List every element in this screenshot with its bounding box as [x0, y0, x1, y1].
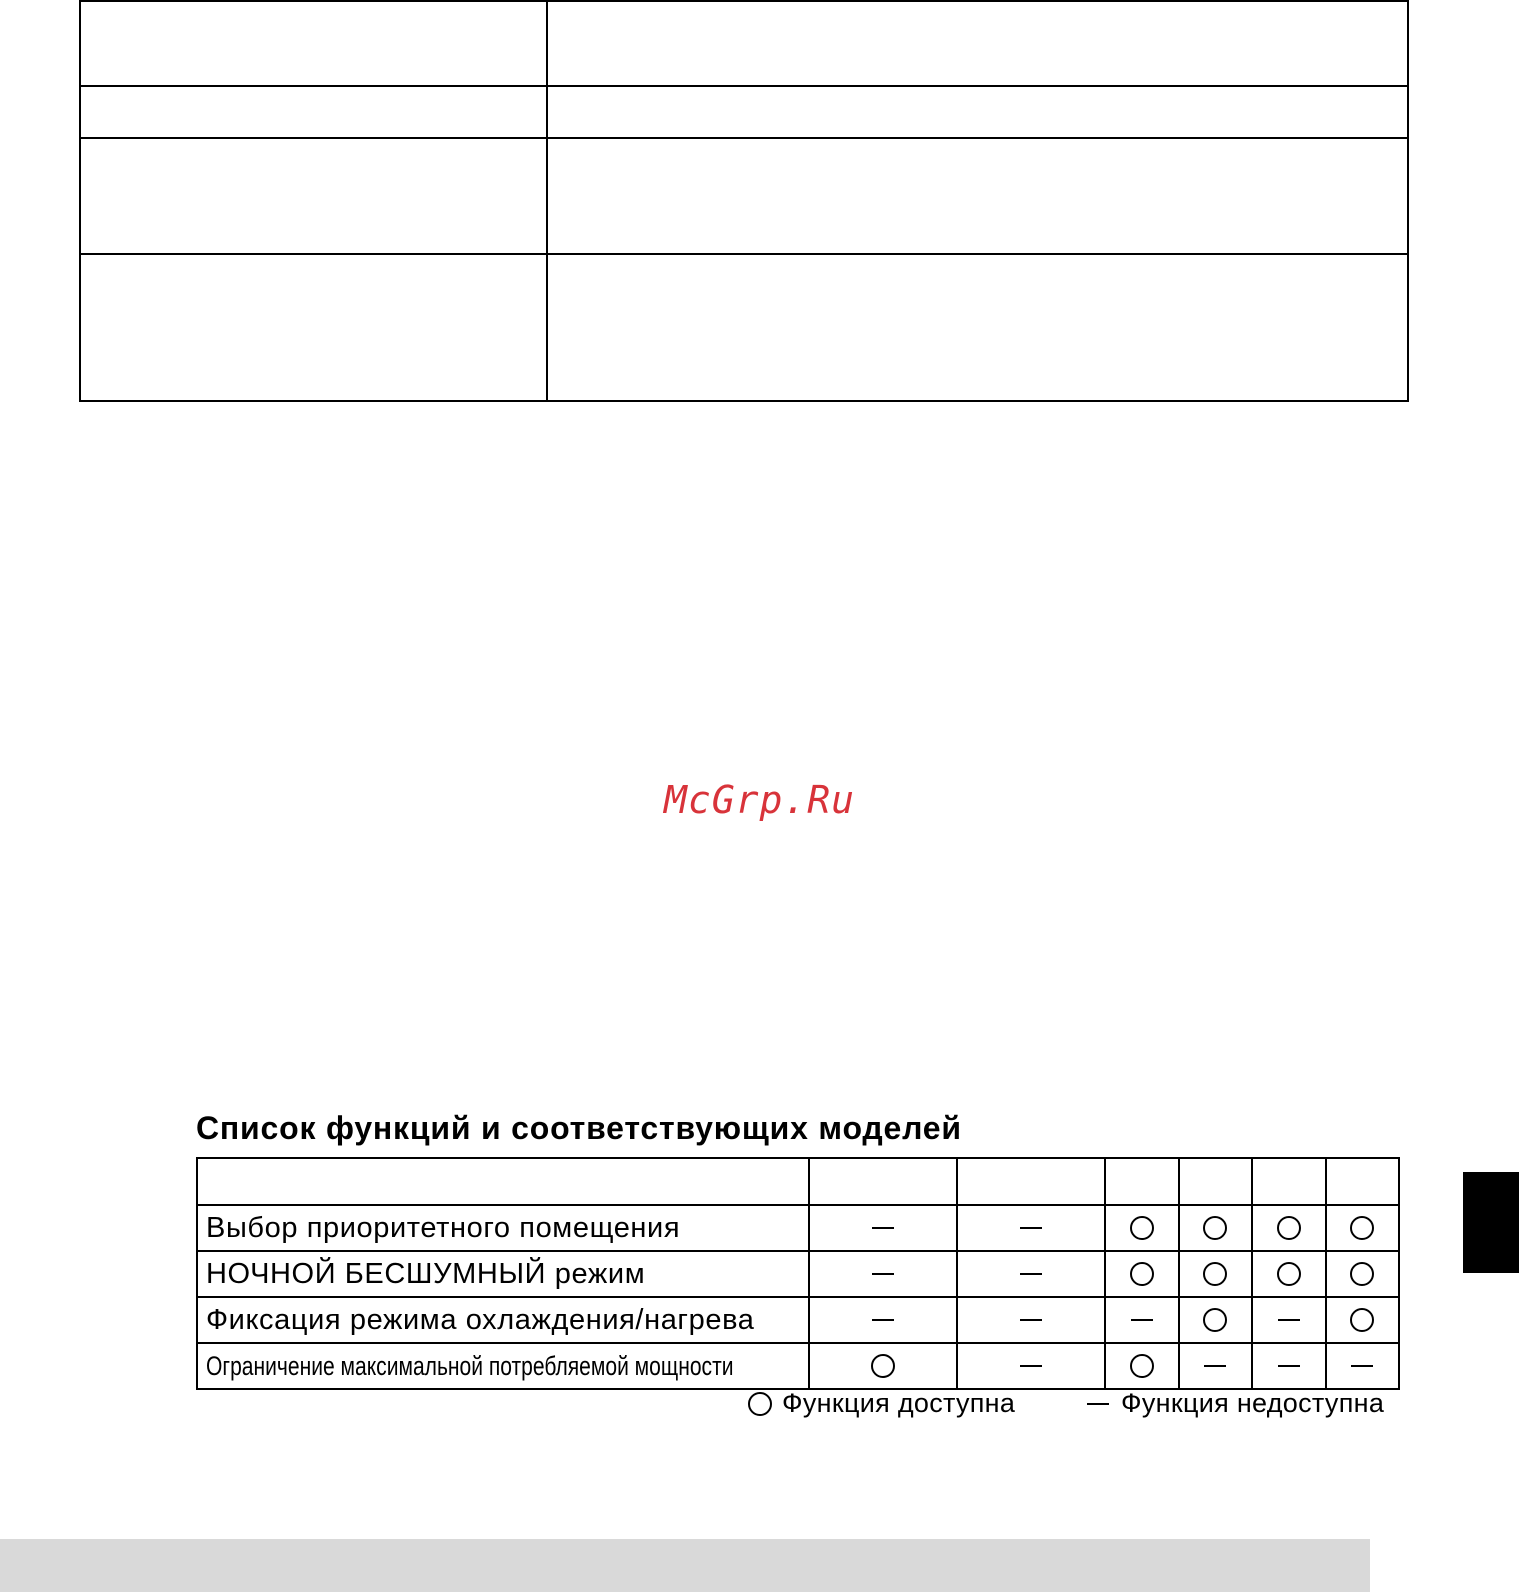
top-empty-table [79, 0, 1409, 402]
header-cell [1105, 1158, 1179, 1205]
mark-cell [1326, 1297, 1400, 1343]
top-table-cell [547, 1, 1408, 86]
top-table-cell [80, 86, 547, 138]
mark-cell [1105, 1343, 1179, 1389]
function-label-cell [197, 1343, 809, 1389]
mark-cell [1179, 1205, 1253, 1251]
circle-icon [1350, 1308, 1374, 1332]
mark-cell [957, 1297, 1105, 1343]
top-table-cell [547, 86, 1408, 138]
top-table-cell [547, 254, 1408, 401]
mark-cell [1105, 1205, 1179, 1251]
table-header-row [197, 1158, 1399, 1205]
dash-icon [1278, 1365, 1300, 1367]
mark-cell [1252, 1297, 1326, 1343]
function-label: НОЧНОЙ БЕСШУМНЫЙ режим [197, 1251, 809, 1297]
header-cell [197, 1158, 809, 1205]
dash-icon [1020, 1319, 1042, 1321]
circle-icon [1277, 1262, 1301, 1286]
circle-icon [1203, 1262, 1227, 1286]
circle-icon [1130, 1354, 1154, 1378]
mark-cell [809, 1297, 957, 1343]
dash-icon [872, 1273, 894, 1275]
circle-icon [1350, 1262, 1374, 1286]
dash-icon [1204, 1365, 1226, 1367]
mark-cell [1326, 1251, 1400, 1297]
mark-cell [1326, 1343, 1400, 1389]
mark-cell [1326, 1205, 1400, 1251]
circle-icon [1350, 1216, 1374, 1240]
mark-cell [1179, 1343, 1253, 1389]
function-label: Фиксация режима охлаждения/нагрева [197, 1297, 809, 1343]
section-title: Список функций и соответствующих моделей [196, 1110, 962, 1146]
dash-icon [1020, 1365, 1042, 1367]
circle-icon [1277, 1216, 1301, 1240]
footer-band [0, 1539, 1370, 1592]
mark-cell [809, 1343, 957, 1389]
dash-icon [1087, 1403, 1109, 1405]
top-table-cell [80, 138, 547, 254]
circle-icon [1203, 1216, 1227, 1240]
function-label: Ограничение максимальной потребляемой мощности [206, 1350, 734, 1381]
mark-cell [809, 1205, 957, 1251]
dash-icon [1020, 1273, 1042, 1275]
dash-icon [1278, 1319, 1300, 1321]
mark-cell [957, 1205, 1105, 1251]
watermark: McGrp.Ru [663, 778, 856, 822]
mark-cell [1179, 1297, 1253, 1343]
mark-cell [1105, 1297, 1179, 1343]
dash-icon [1351, 1365, 1373, 1367]
mark-cell [1252, 1251, 1326, 1297]
mark-cell [1252, 1205, 1326, 1251]
circle-icon [1203, 1308, 1227, 1332]
mark-cell [957, 1343, 1105, 1389]
dash-icon [872, 1319, 894, 1321]
circle-icon [1130, 1262, 1154, 1286]
top-table-cell [80, 254, 547, 401]
table-row [197, 1297, 1399, 1343]
function-model-table [196, 1157, 1400, 1390]
header-cell [1252, 1158, 1326, 1205]
header-cell [1326, 1158, 1400, 1205]
dash-icon [1020, 1227, 1042, 1229]
table-row [197, 1205, 1399, 1251]
header-cell [1179, 1158, 1253, 1205]
legend-available-label: Функция доступна [782, 1388, 1016, 1418]
legend-available [748, 1388, 1015, 1419]
mark-cell [1179, 1251, 1253, 1297]
mark-cell [957, 1251, 1105, 1297]
circle-icon [1130, 1216, 1154, 1240]
legend-unavailable-label: Функция недоступна [1121, 1388, 1385, 1418]
mark-cell [1252, 1343, 1326, 1389]
function-label: Выбор приоритетного помещения [197, 1205, 809, 1251]
table-row [197, 1343, 1399, 1389]
mark-cell [809, 1251, 957, 1297]
header-cell [957, 1158, 1105, 1205]
circle-icon [871, 1354, 895, 1378]
table-row [197, 1251, 1399, 1297]
top-table-cell [80, 1, 547, 86]
section-tab-marker [1463, 1172, 1519, 1273]
dash-icon [872, 1227, 894, 1229]
mark-cell [1105, 1251, 1179, 1297]
circle-icon [748, 1392, 772, 1416]
header-cell [809, 1158, 957, 1205]
dash-icon [1131, 1319, 1153, 1321]
top-table-cell [547, 138, 1408, 254]
legend-unavailable [1087, 1388, 1384, 1419]
